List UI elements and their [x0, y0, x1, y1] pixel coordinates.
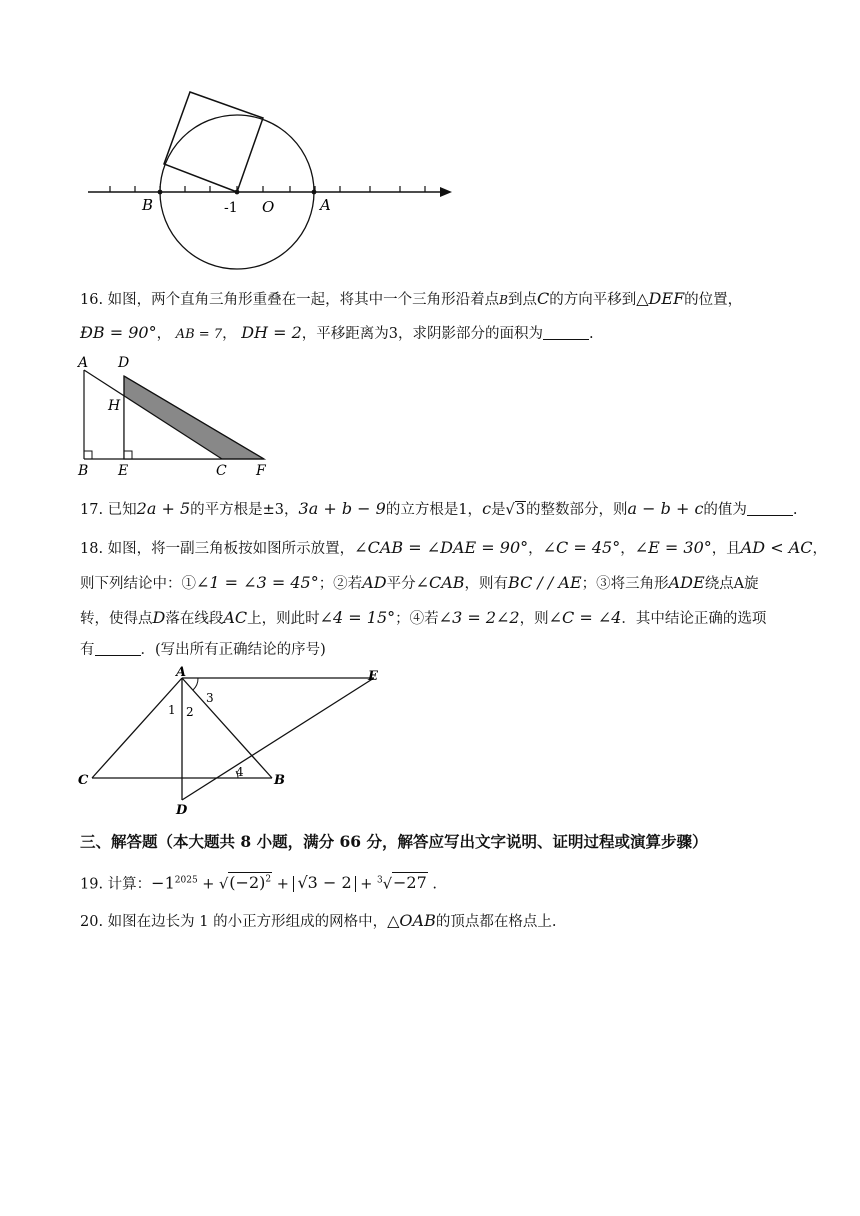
fig16-label-E: E	[118, 463, 129, 479]
q18-segment-ad: AD	[362, 573, 387, 592]
fig16-label-C: C	[216, 463, 227, 479]
q18-statement-4-condition: ∠3 = 2∠2	[438, 608, 520, 627]
q17-answer-blank[interactable]	[747, 501, 793, 516]
q17-text-4: 是	[491, 502, 506, 518]
q19-radicand-exponent: 2	[265, 875, 272, 885]
q17-text-1: 已知	[107, 502, 137, 518]
q18-condition-angle-c: ∠C = 45°	[542, 538, 621, 557]
q17-variable-c: c	[482, 499, 492, 518]
q19-cube-root-radicand: −27	[392, 873, 427, 893]
q18-statement-1: ∠1 = ∠3 = 45°	[196, 573, 319, 592]
q18-text-4b: ．(写出所有正确结论的序号)	[140, 642, 326, 658]
q16-triangle-def: △DEF	[636, 289, 685, 308]
q18-text-2i: ；③将三角形	[581, 576, 669, 592]
q18-condition-right-angles: ∠CAB = ∠DAE = 90°	[354, 538, 529, 557]
q18-parallel-bc-ae: BC / / AE	[508, 573, 582, 592]
q19-cube-root-index: 3	[377, 875, 383, 886]
figure-number-line-circle	[80, 80, 460, 280]
q18-text-3k: ．其中结论正确的选项	[621, 611, 767, 627]
q18-text-1e: 且	[726, 541, 741, 557]
q16-number: 16.	[80, 292, 104, 308]
q18-text-4a: 有	[80, 642, 95, 658]
fig18-label-A: A	[176, 666, 187, 680]
question-20	[80, 911, 800, 932]
fig18-label-C: C	[78, 773, 89, 788]
q18-text-2k: 绕点A旋	[704, 576, 759, 592]
question-18-line-2	[80, 573, 800, 594]
q17-expression-1: 2a + 5	[136, 499, 191, 518]
q19-absolute-value: √3 − 2	[297, 873, 352, 893]
fig15-label-B: B	[142, 196, 154, 214]
fig18-label-E: E	[368, 669, 378, 684]
q16-point-b: B	[499, 293, 508, 307]
fig18-label-D: D	[176, 803, 188, 818]
fig18-angle-2: 2	[186, 705, 194, 719]
figure-overlapping-triangles	[74, 352, 284, 480]
fig16-label-H: H	[108, 398, 121, 414]
fig16-label-A: A	[78, 355, 89, 371]
q17-text-6: 的值为	[703, 502, 747, 518]
section-3-heading: 三、解答题（本大题共 8 小题，满分 66 分，解答应写出文字说明、证明过程或演算步骤）	[80, 832, 708, 851]
q18-statement-3: ∠4 = 15°	[319, 608, 396, 627]
q19-base: −1	[151, 873, 175, 893]
q19-number: 19.	[80, 876, 104, 893]
q18-text-3e: 上，则此时	[247, 611, 320, 627]
q16-end: .	[588, 326, 594, 342]
q16-text-2: 到点	[508, 292, 537, 308]
fig15-label-A: A	[320, 196, 331, 214]
question-17: 17. 已知2a + 5的平方根是±3，3a + b − 9的立方根是1，c是√3的整数部分，则a − b + c的值为 .	[80, 499, 798, 518]
q19-end: .	[432, 876, 437, 893]
figure-triangle-rulers	[72, 666, 392, 820]
q18-text-2c: ；②若	[318, 576, 363, 592]
q18-point-d: D	[152, 608, 166, 627]
q18-angle-cab: ∠CAB	[415, 573, 465, 592]
q16-text-3: 的方向平移到	[549, 292, 637, 308]
q16-condition-ab: AB = 7	[175, 327, 223, 342]
question-18-line-1: 18. 如图，将一副三角板按如图所示放置，∠CAB = ∠DAE = 90°，∠C = 45°，∠E = 30°，且AD < AC，	[80, 538, 828, 557]
q20-text-1: 如图在边长为 1 的小正方形组成的网格中，	[107, 914, 388, 930]
q18-text-2e: 平分	[386, 576, 416, 592]
fig15-label-O: O	[262, 198, 275, 216]
q18-statement-4-result: ∠C = ∠4	[548, 608, 622, 627]
question-18-line-3	[80, 608, 800, 629]
q18-text-2g: ，则有	[464, 576, 509, 592]
q16-text-1: 如图，两个直角三角形重叠在一起，将其中一个三角形沿着点	[107, 292, 500, 308]
q16-answer-blank[interactable]	[543, 325, 589, 340]
q16-point-c: C	[537, 289, 550, 308]
q18-condition-angle-e: ∠E = 30°	[634, 538, 712, 557]
q17-expression-2: 3a + b − 9	[298, 499, 386, 518]
q17-text-3: 的立方根是1，	[385, 502, 483, 518]
q16-text-4: 的位置，	[684, 292, 743, 308]
q18-text-3i: ，则	[519, 611, 549, 627]
q18-answer-blank[interactable]	[95, 641, 141, 656]
fig18-label-B: B	[274, 773, 285, 788]
q19-text-1: 计算：	[107, 876, 152, 893]
q17-text-5: 的整数部分，则	[526, 502, 628, 518]
q20-text-2: 的顶点都在格点上.	[435, 914, 557, 930]
q17-sqrt-3: 3	[515, 502, 526, 518]
fig16-label-D: D	[118, 355, 130, 371]
q18-text-3a: 转，使得点	[80, 611, 153, 627]
q16-condition-angle-b: ÐB = 90°	[80, 323, 157, 342]
q18-text-3c: 落在线段	[165, 611, 224, 627]
q18-number: 18.	[80, 541, 104, 557]
fig18-angle-1: 1	[168, 703, 176, 717]
fig18-angle-4: 4	[236, 765, 244, 779]
q17-expression-3: a − b + c	[627, 499, 704, 518]
q16-text-5: 平移距离为3，求阴影部分的面积为	[316, 326, 543, 342]
q18-triangle-ade: ADE	[668, 573, 705, 592]
q20-number: 20.	[80, 914, 104, 930]
q19-exponent: 2025	[174, 875, 198, 886]
question-16-line-1	[80, 289, 800, 310]
q18-text-3g: ；④若	[395, 611, 439, 627]
fig18-angle-3: 3	[206, 691, 214, 705]
fig16-label-B: B	[78, 463, 89, 479]
q19-radicand: (−2)	[229, 873, 266, 893]
q18-text-2a: 则下列结论中：①	[80, 576, 196, 592]
fig15-label-minus1: -1	[224, 200, 238, 216]
q18-segment-ac: AC	[223, 608, 248, 627]
fig16-label-F: F	[256, 463, 266, 479]
q16-condition-dh: DH = 2	[241, 323, 302, 342]
question-19: 19. 计算：$-1^{2025} + √(-2)^2 + √3 - 2 + ^3√-27$ .	[80, 873, 437, 893]
question-16-line-2: ÐB = 90°， AB = 7， DH = 2，平移距离为3，求阴影部分的面积为 .	[80, 323, 594, 342]
q17-number: 17.	[80, 502, 104, 518]
q18-condition-ad-lt-ac: AD < AC	[740, 538, 813, 557]
q18-text-1a: 如图，将一副三角板按如图所示放置，	[107, 541, 355, 557]
q17-text-2: 的平方根是±3，	[190, 502, 299, 518]
question-18-line-4	[80, 640, 800, 660]
q20-triangle-oab: △OAB	[387, 911, 436, 930]
q17-end: .	[792, 502, 798, 518]
